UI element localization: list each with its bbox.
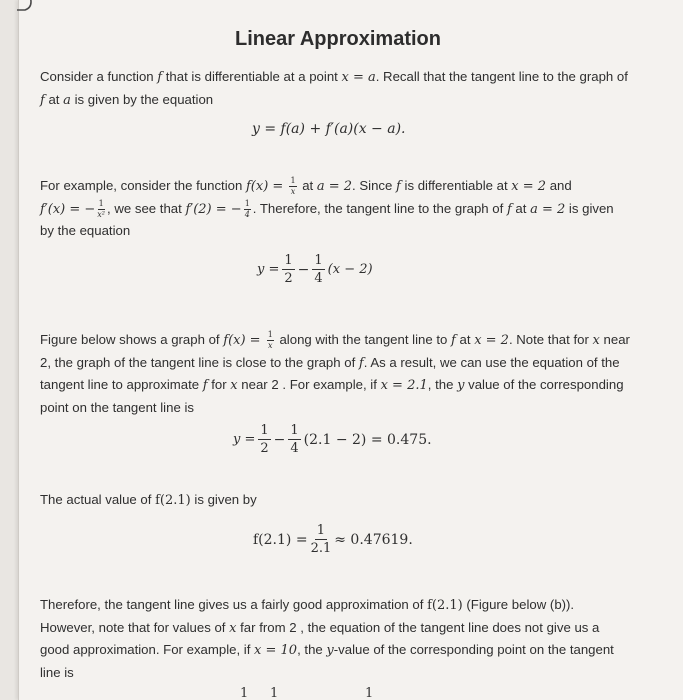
tangent-line-example-equation (257, 254, 373, 285)
math-a-equals-2: a = 2 (530, 201, 566, 217)
text: at (44, 91, 64, 107)
math-f: f (40, 92, 45, 108)
eq-tail: ≈ 0.47619. (334, 531, 413, 548)
page-corner-curl-icon (15, 0, 35, 16)
math-f: f (451, 333, 456, 348)
math-f-of-2-1: f(2.1) (427, 598, 463, 613)
fraction-one-over-x-squared (97, 200, 105, 219)
text: far from 2 , the equation of the tangent line does not give us a good approximation. For example, if (40, 619, 600, 657)
text: Figure below shows a graph of (40, 332, 224, 347)
eq-lhs: y = (233, 432, 256, 447)
fraction-one-over-x (267, 331, 274, 350)
example-paragraph (40, 175, 630, 242)
numerator: 1 (316, 523, 326, 538)
text: is given by (190, 492, 257, 507)
text: . Therefore, the tangent line to the graph of (252, 200, 507, 216)
text: is given by the equation (40, 200, 614, 238)
fraction-one-quarter (312, 254, 324, 285)
denominator: x (268, 341, 273, 351)
numerator: 1 (284, 253, 293, 268)
text: Consider a function (40, 69, 158, 84)
numerator: 1 (314, 253, 323, 268)
math-x-equals-10: x = 10 (254, 643, 298, 658)
eq-lhs: f(2.1) = (253, 531, 308, 548)
text: . As a result, we can use the equation of the tangent line to approximate (40, 354, 620, 392)
math-f-of-x: f(x) = (223, 333, 265, 348)
math-f: f (157, 70, 163, 85)
text: The actual value of (40, 492, 156, 507)
text: -value of the corresponding point on the tangent line is (40, 642, 614, 680)
math-y: y (326, 643, 334, 658)
text: that is differentiable at a point (162, 69, 342, 84)
denominator: x² (97, 209, 106, 219)
denominator: x (290, 187, 296, 197)
page-title: Linear Approximation (235, 28, 441, 50)
text: . Since (352, 178, 397, 193)
math-x-equals-2-1: x = 2.1 (380, 378, 428, 393)
fraction-one-half (258, 424, 270, 455)
math-f: f (202, 378, 208, 393)
fraction-one-over-2-1 (311, 524, 332, 555)
numerator: 1 (267, 330, 273, 340)
figure-paragraph (40, 329, 630, 418)
text: at (455, 332, 475, 347)
eq-tail: (x − 2) (327, 262, 373, 277)
math-f-of-2-1: f(2.1) (155, 493, 191, 508)
math-x: x (592, 333, 600, 348)
actual-value-equation (253, 524, 413, 555)
math-f-prime-of-2: f′(2) = − (185, 201, 242, 217)
cutoff-numerator: 1 (240, 686, 249, 700)
numerator: 1 (290, 176, 296, 186)
math-f: f (506, 201, 512, 217)
approximation-equation (233, 424, 432, 455)
tangent-line-equation: y = f(a) + f′(a)(x − a). (252, 121, 406, 137)
numerator: 1 (98, 198, 104, 208)
cutoff-numerator: 1 (365, 686, 374, 700)
text: is differentiable at (400, 178, 512, 193)
denominator: 2 (284, 271, 293, 286)
text: near 2, the graph of the tangent line is close to the graph of (40, 332, 630, 370)
text: Therefore, the tangent line gives us a fairly good approximation of (40, 597, 428, 612)
fraction-one-over-four (244, 200, 251, 219)
math-f: f (396, 179, 401, 194)
text: value of the corresponding point on the tangent line is (40, 377, 624, 415)
eq-lhs: y = (257, 262, 280, 277)
minus-sign: − (297, 261, 310, 278)
document-page (18, 0, 683, 700)
actual-value-paragraph (40, 489, 630, 512)
math-a: a (63, 92, 71, 108)
denominator: 4 (290, 441, 299, 456)
conclusion-paragraph (40, 594, 630, 683)
math-f-prime-of-x: f′(x) = − (40, 201, 96, 217)
math-a-equals-2: a = 2 (316, 179, 353, 194)
text: near 2 . For example, if (237, 377, 381, 392)
text: , the (297, 642, 327, 657)
math-y: y (457, 378, 465, 393)
math-x-equals-a: x = a (341, 70, 376, 85)
math-f: f (358, 355, 364, 371)
minus-sign: − (273, 431, 286, 448)
denominator: 2.1 (310, 541, 332, 556)
text: at (511, 200, 531, 216)
text: along with the tangent line to (275, 332, 452, 347)
text: , the (427, 377, 458, 392)
eq-tail: (2.1 − 2) = 0.475. (303, 431, 432, 448)
text: . Recall that the tangent line to the graph of (375, 69, 628, 84)
text: at (298, 178, 317, 193)
numerator: 1 (244, 198, 250, 208)
fraction-one-half (282, 254, 294, 285)
text: . Note that for (508, 332, 593, 347)
math-x-equals-2: x = 2 (511, 179, 547, 194)
denominator: 4 (244, 209, 250, 219)
intro-paragraph (40, 66, 630, 111)
fraction-one-over-x (289, 177, 296, 196)
cutoff-numerator: 1 (270, 686, 279, 700)
math-x-equals-2: x = 2 (474, 333, 509, 348)
math-x: x (230, 378, 238, 393)
text: (Figure below (b)). However, note that for values of (40, 597, 575, 635)
text: is given by the equation (70, 91, 214, 107)
fraction-one-quarter (288, 424, 300, 455)
text: , we see that (107, 200, 186, 216)
text: and (546, 178, 572, 193)
numerator: 1 (290, 423, 299, 438)
math-f-of-x: f(x) = (245, 179, 288, 194)
numerator: 1 (260, 423, 269, 438)
text: for (207, 377, 231, 392)
math-x: x (229, 620, 237, 636)
denominator: 4 (314, 271, 323, 286)
denominator: 2 (260, 441, 269, 456)
text: For example, consider the function (40, 178, 246, 193)
